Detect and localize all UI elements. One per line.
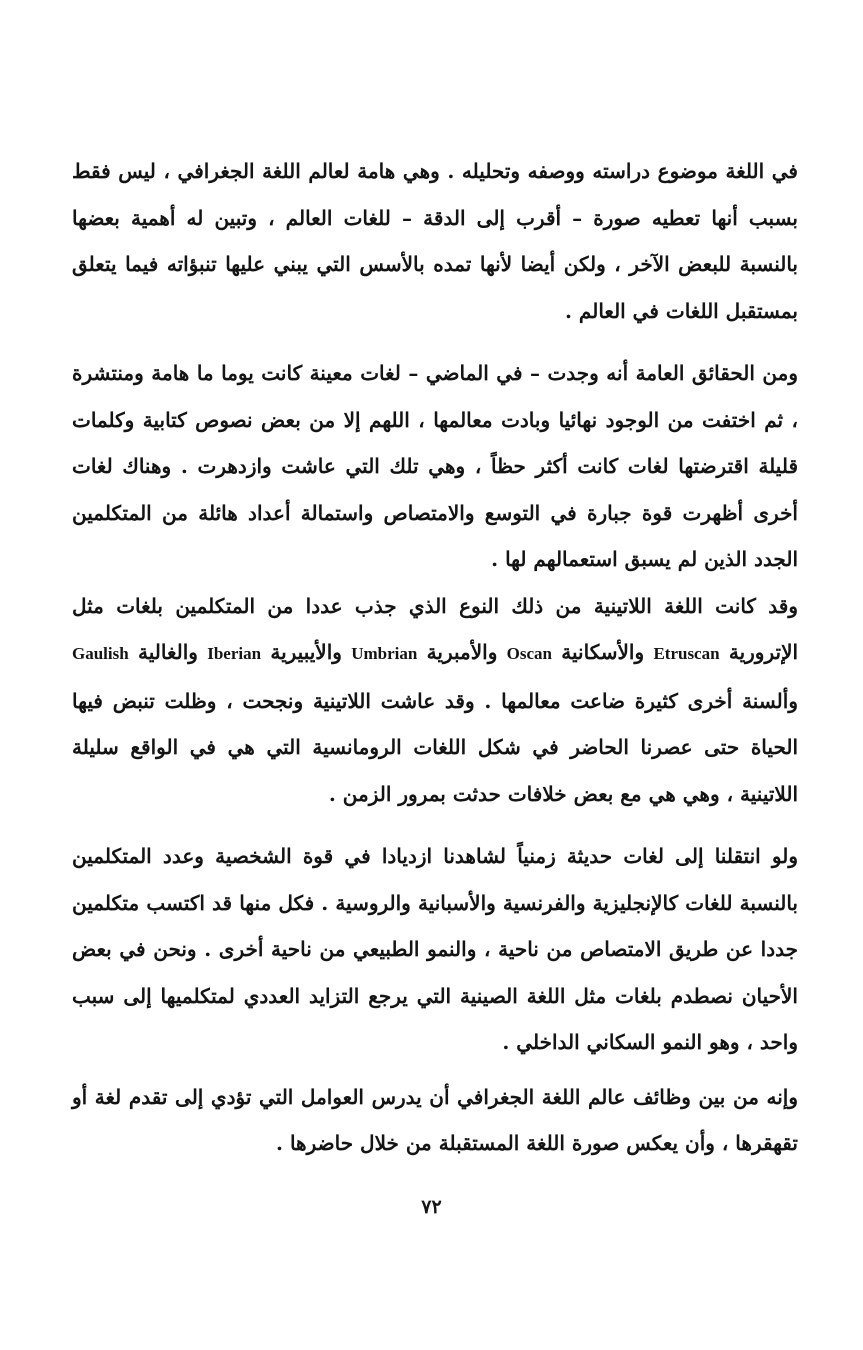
body-text: [72, 148, 798, 1167]
latin-term-oscan: Oscan: [506, 644, 552, 663]
paragraph-3-text: وقد كانت اللغة اللاتينية من ذلك النوع الذي جذب عددا من المتكلمين بلغات مثل الإترورية: [72, 593, 799, 664]
paragraph-1: في اللغة موضوع دراسته ووصفه وتحليله . وهي هامة لعالم اللغة الجغرافي ، ليس فقط بسبب أنها تعطيه صورة – أقرب إلى الدقة – للغات العالم ، وتبين له أهمية بعضها بالنسبة للبعض الآخر ، ولكن أيضا لأنها تمده بالأسس التي يبني عليها تنبؤاته فيما يتعلق بمستقبل اللغات في العالم .: [72, 159, 798, 323]
latin-term-iberian: Iberian: [207, 644, 262, 663]
latin-term-gaulish: Gaulish: [72, 644, 129, 663]
paragraph-4: ولو انتقلنا إلى لغات حديثة زمنياً لشاهدنا ازديادا في قوة الشخصية وعدد المتكلمين بالنسبة للغات كالإنجليزية والفرنسية والأسبانية والروسية . فكل منها قد اكتسب متكلمين جددا عن طريق الامتصاص من ناحية ، والنمو الطبيعي من ناحية أخرى . ونحن في بعض الأحيان نصطدم بلغات مثل اللغة الصينية التي يرجع التزايد العددي لمتكلميها إلى سبب واحد ، وهو النمو السكاني الداخلي .: [72, 844, 798, 1054]
paragraph-3-text: والأسكانية: [561, 640, 645, 664]
paragraph-3-text: وألسنة أخرى كثيرة ضاعت معالمها . وقد عاشت اللاتينية ونجحت ، وظلت تنبض فيها الحياة حتى عصرنا الحاضر في شكل اللغات الرومانسية التي هي في الواقع سليلة اللاتينية ، وهي هي مع بعض خلافات حدثت بمرور الزمن .: [72, 688, 798, 806]
paragraph-5: وإنه من بين وظائف عالم اللغة الجغرافي أن يدرس العوامل التي تؤدي إلى تقدم لغة أو تقهقرها ، وأن يعكس صورة اللغة المستقبلة من خلال حاضرها .: [72, 1084, 798, 1155]
latin-term-etruscan: Etruscan: [653, 644, 720, 663]
paragraph-3-text: والأمبرية: [426, 640, 498, 664]
latin-term-umbrian: Umbrian: [351, 644, 418, 663]
paragraph-3-text: والأيبيرية: [270, 640, 342, 664]
page-number: ٧٢: [421, 1196, 442, 1218]
paragraph-3-text: والغالية: [138, 640, 198, 664]
paragraph-2: ومن الحقائق العامة أنه وجدت – في الماضي – لغات معينة كانت يوما ما هامة ومنتشرة ، ثم اختفت من الوجود نهائيا وبادت معالمها ، اللهم إلا من بعض نصوص كتابية وكلمات قليلة اقترضتها لغات كانت أكثر حظاً ، وهي تلك التي عاشت وازدهرت . وهناك لغات أخرى أظهرت قوة جبارة في التوسع والامتصاص واستمالة أعداد هائلة من المتكلمين الجدد الذين لم يسبق استعمالهم لها .: [72, 361, 798, 571]
paragraph-3: [72, 583, 798, 818]
